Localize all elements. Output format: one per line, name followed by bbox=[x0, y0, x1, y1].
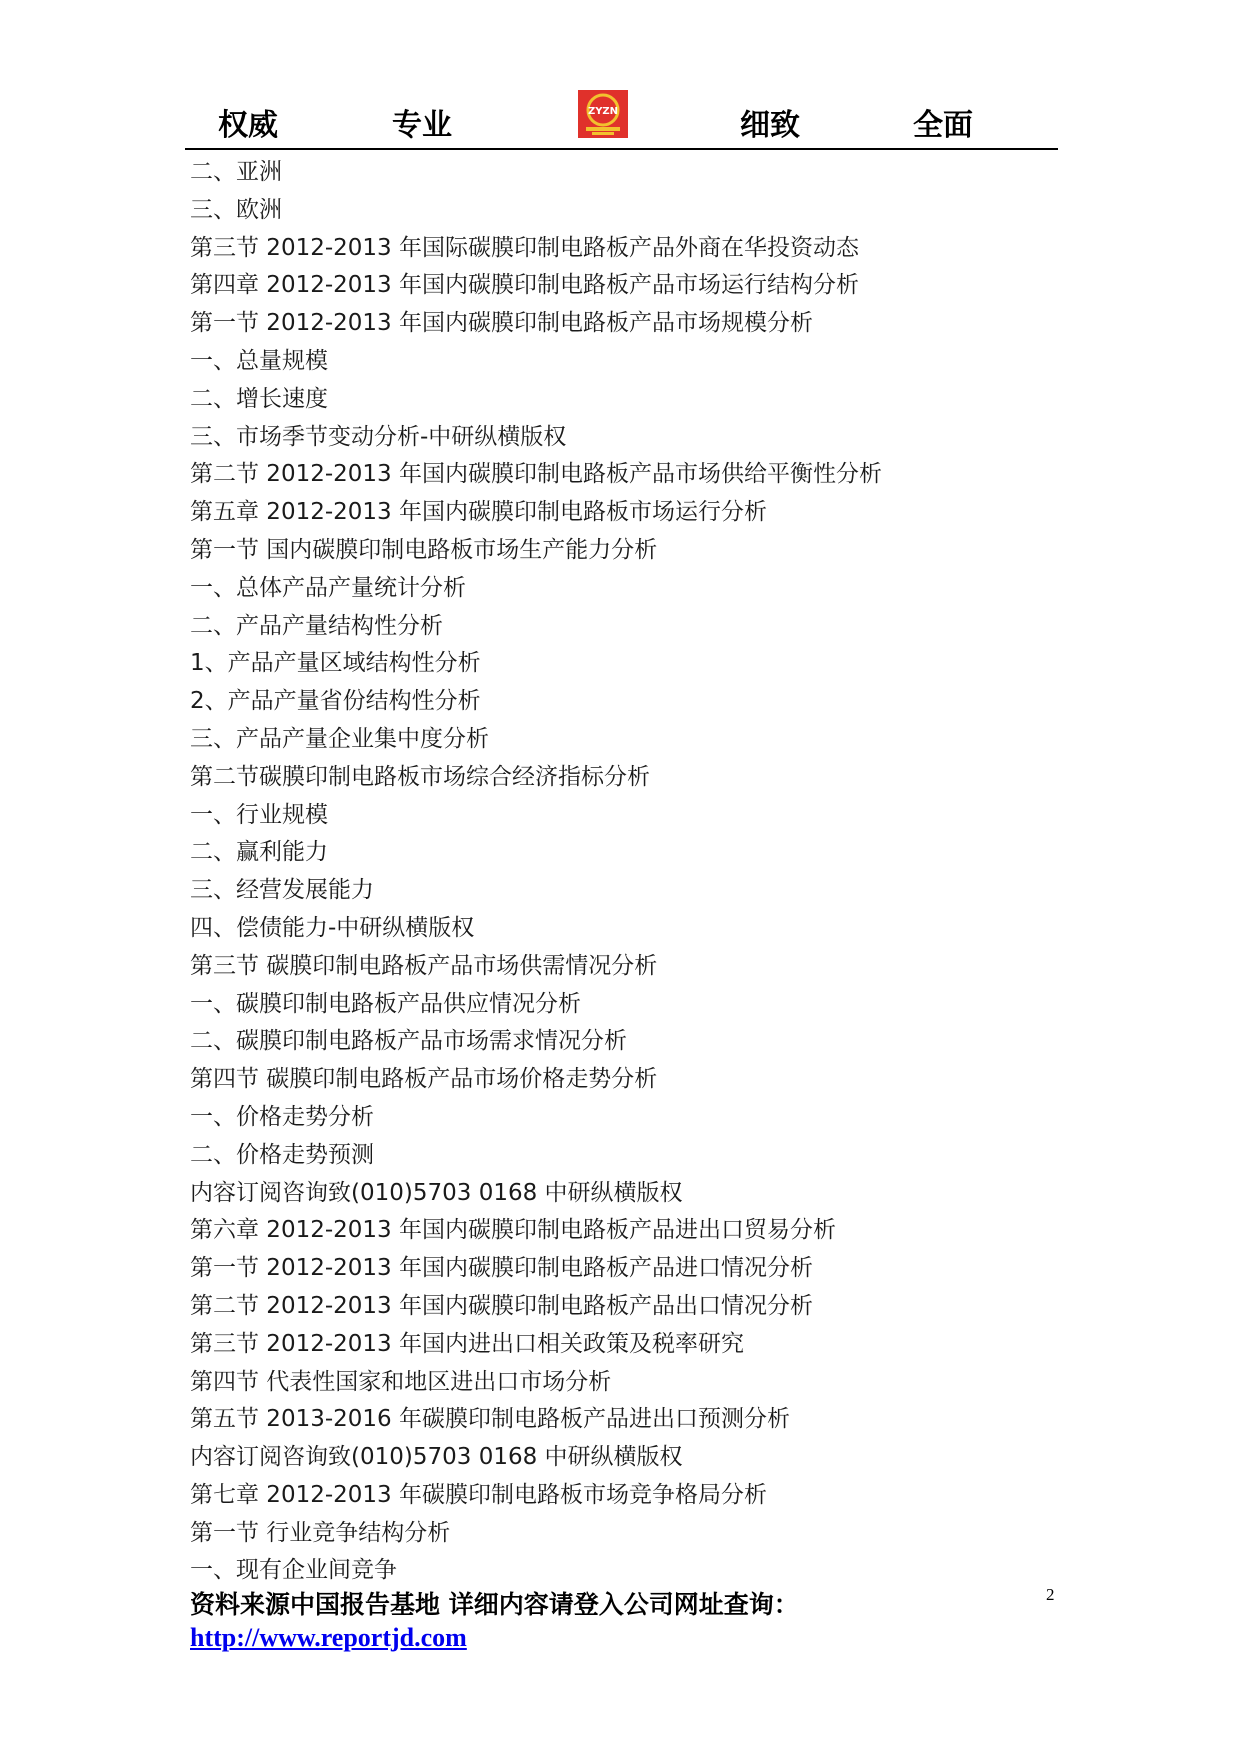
toc-line: 1、产品产量区域结构性分析 bbox=[190, 650, 481, 677]
toc-line: 第一节 2012-2013 年国内碳膜印制电路板产品进口情况分析 bbox=[190, 1255, 813, 1282]
toc-line: 二、碳膜印制电路板产品市场需求情况分析 bbox=[190, 1028, 627, 1055]
header-divider bbox=[185, 148, 1058, 150]
page-header bbox=[0, 0, 1241, 150]
toc-line: 第六章 2012-2013 年国内碳膜印制电路板产品进出口贸易分析 bbox=[190, 1217, 836, 1244]
toc-line: 第三节 2012-2013 年国际碳膜印制电路板产品外商在华投资动态 bbox=[190, 234, 859, 261]
logo-text: ZYZN bbox=[587, 106, 619, 117]
toc-line: 第一节 行业竞争结构分析 bbox=[190, 1519, 451, 1546]
toc-line: 一、价格走势分析 bbox=[190, 1103, 374, 1130]
toc-line: 第一节 国内碳膜印制电路板市场生产能力分析 bbox=[190, 536, 658, 563]
toc-line: 二、价格走势预测 bbox=[190, 1141, 374, 1168]
toc-line: 二、赢利能力 bbox=[190, 839, 328, 866]
toc-line: 第四节 碳膜印制电路板产品市场价格走势分析 bbox=[190, 1066, 658, 1093]
toc-line: 内容订阅咨询致(010)5703 0168 中研纵横版权 bbox=[190, 1179, 683, 1206]
toc-line: 三、市场季节变动分析-中研纵横版权 bbox=[190, 423, 567, 450]
toc-line: 一、行业规模 bbox=[190, 801, 328, 828]
toc-line: 一、碳膜印制电路板产品供应情况分析 bbox=[190, 990, 581, 1017]
toc-line: 第三节 碳膜印制电路板产品市场供需情况分析 bbox=[190, 952, 658, 979]
toc-line: 第四章 2012-2013 年国内碳膜印制电路板产品市场运行结构分析 bbox=[190, 272, 859, 299]
toc-line: 二、亚洲 bbox=[190, 159, 282, 185]
toc-line: 第三节 2012-2013 年国内进出口相关政策及税率研究 bbox=[190, 1330, 744, 1357]
table-of-contents bbox=[190, 153, 1090, 1589]
footer-website-link[interactable]: http://www.reportjd.com bbox=[190, 1623, 467, 1652]
toc-line: 三、经营发展能力 bbox=[190, 877, 374, 904]
toc-line: 二、产品产量结构性分析 bbox=[190, 612, 443, 639]
toc-line: 第七章 2012-2013 年碳膜印制电路板市场竞争格局分析 bbox=[190, 1481, 767, 1508]
toc-line: 2、产品产量省份结构性分析 bbox=[190, 688, 481, 715]
toc-line: 二、增长速度 bbox=[190, 385, 328, 412]
toc-line: 一、总量规模 bbox=[190, 347, 328, 374]
toc-line: 内容订阅咨询致(010)5703 0168 中研纵横版权 bbox=[190, 1444, 683, 1471]
toc-line: 一、总体产品产量统计分析 bbox=[190, 574, 466, 601]
toc-line: 第一节 2012-2013 年国内碳膜印制电路板产品市场规模分析 bbox=[190, 310, 813, 337]
toc-line: 第五章 2012-2013 年国内碳膜印制电路板市场运行分析 bbox=[190, 499, 767, 526]
header-word-professional: 专业 bbox=[392, 108, 452, 143]
header-word-meticulous: 细致 bbox=[740, 108, 800, 143]
header-word-comprehensive: 全面 bbox=[913, 108, 973, 143]
footer-source-text: 资料来源中国报告基地 详细内容请登入公司网址查询： bbox=[190, 1590, 799, 1619]
toc-line: 第五节 2013-2016 年碳膜印制电路板产品进出口预测分析 bbox=[190, 1406, 790, 1433]
page-number: 2 bbox=[1046, 1585, 1055, 1604]
toc-line: 第四节 代表性国家和地区进出口市场分析 bbox=[190, 1368, 612, 1395]
toc-line: 三、欧洲 bbox=[190, 196, 282, 223]
toc-line: 第二节碳膜印制电路板市场综合经济指标分析 bbox=[190, 763, 650, 790]
toc-line: 第二节 2012-2013 年国内碳膜印制电路板产品市场供给平衡性分析 bbox=[190, 461, 882, 488]
header-word-authority: 权威 bbox=[218, 108, 278, 143]
toc-line: 一、现有企业间竞争 bbox=[190, 1557, 397, 1584]
toc-line: 第二节 2012-2013 年国内碳膜印制电路板产品出口情况分析 bbox=[190, 1292, 813, 1319]
toc-line: 四、偿债能力-中研纵横版权 bbox=[190, 914, 475, 941]
company-logo-icon bbox=[578, 90, 628, 138]
toc-line: 三、产品产量企业集中度分析 bbox=[190, 725, 489, 752]
